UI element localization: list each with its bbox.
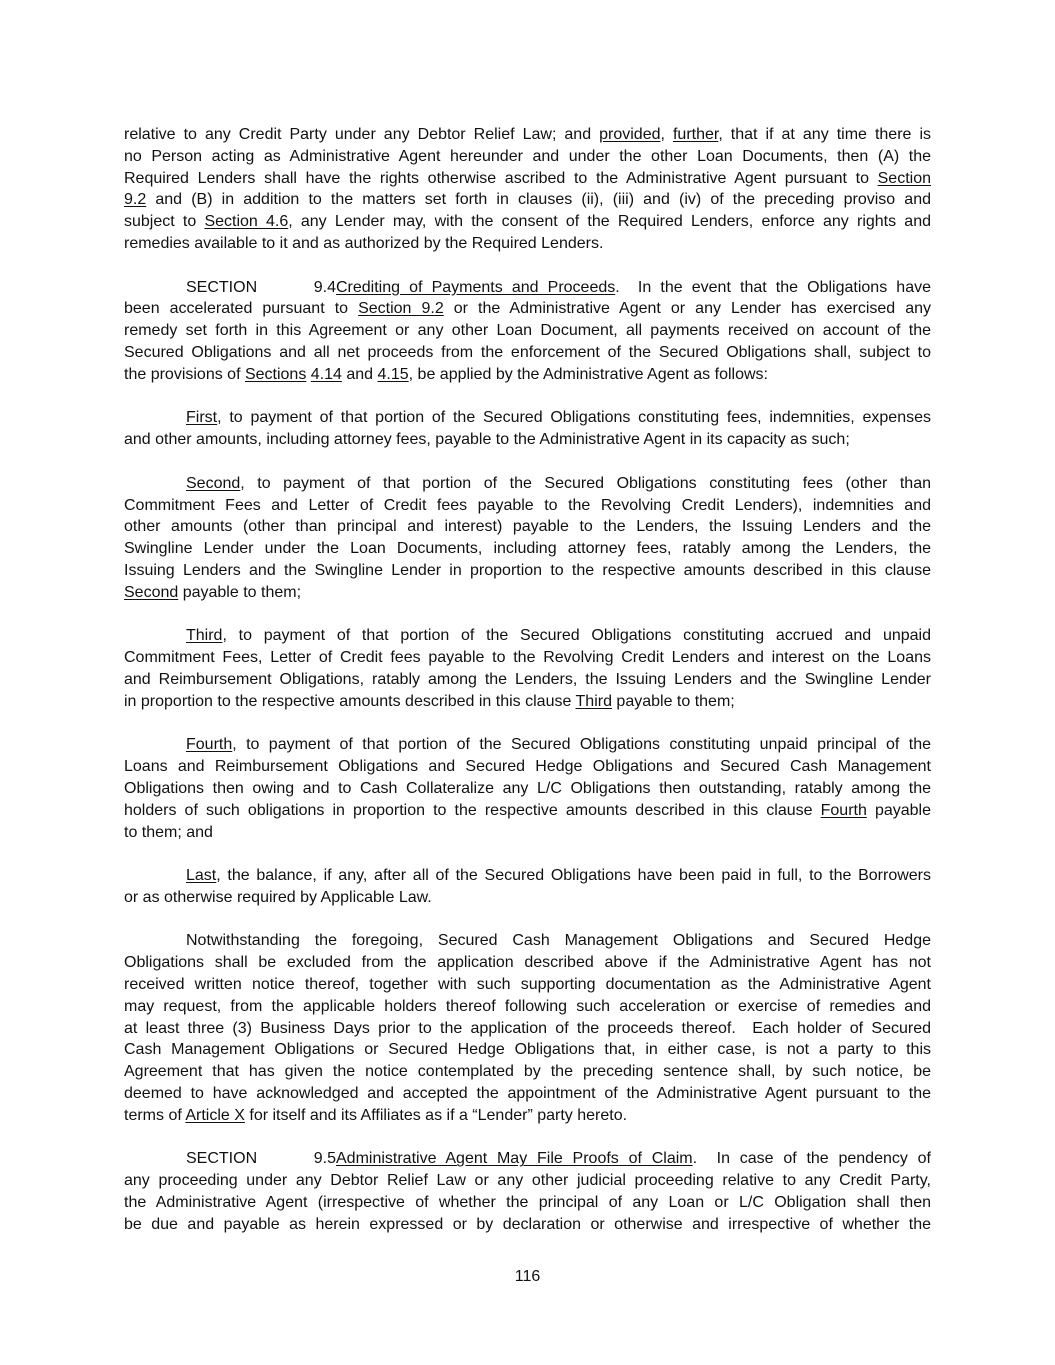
underlined-term: Fourth <box>186 736 233 754</box>
underlined-term: 4.15 <box>377 365 409 383</box>
text-line <box>124 168 931 190</box>
text-run: Swingline Lender under the Loan Documents, including attorney fees, ratably among the Lenders, the <box>124 540 931 558</box>
text-line <box>124 1039 931 1061</box>
underlined-term: Section 4.6 <box>204 213 289 231</box>
text-line <box>124 538 931 560</box>
text-line <box>124 342 931 364</box>
text-run: payable to them; <box>178 583 302 601</box>
text-line <box>124 691 931 713</box>
text-run: and other amounts, including attorney fees, payable to the Administrative Agent in its capacity as such; <box>124 431 850 449</box>
text-line <box>124 625 931 647</box>
text-run: deemed to have acknowledged and accepted the appointment of the Administrative Agent pursuant to the <box>124 1085 931 1103</box>
text-run: Required Lenders shall have the rights otherwise ascribed to the Administrative Agent pursuant to <box>124 169 878 187</box>
text-run: Obligations then owing and to Cash Collateralize any L/C Obligations then outstanding, ratably among the <box>124 779 931 797</box>
text-run: , be applied by the Administrative Agent as follows: <box>408 365 768 383</box>
text-run: , to payment of that portion of the Secured Obligations constituting fees (other than <box>240 474 931 492</box>
text-line <box>124 822 931 844</box>
text-line <box>124 1214 931 1236</box>
text-line <box>124 364 931 386</box>
section-number: SECTION 9.4 <box>186 278 336 296</box>
text-run: and (B) in addition to the matters set forth in clauses (ii), (iii) and (iv) of the preceding proviso and <box>146 191 931 209</box>
text-run: holders of such obligations in proportion to the respective amounts described in this clause <box>124 801 821 819</box>
text-line <box>124 189 931 211</box>
section-number: SECTION 9.5 <box>186 1150 336 1168</box>
underlined-term: Crediting of Payments and Proceeds <box>336 278 616 296</box>
paragraph <box>124 1148 931 1235</box>
page-number: 116 <box>514 1268 541 1285</box>
text-run: Commitment Fees, Letter of Credit fees payable to the Revolving Credit Lenders and interest on the Loans <box>124 649 931 667</box>
text-line <box>124 865 931 887</box>
text-run: Agreement that has given the notice contemplated by the preceding sentence shall, by such notice, be <box>124 1063 931 1081</box>
text-run: Commitment Fees and Letter of Credit fees payable to the Revolving Credit Lenders), indemnities and <box>124 496 931 514</box>
text-run: Notwithstanding the foregoing, Secured Cash Management Obligations and Secured Hedge <box>186 932 931 950</box>
text-line <box>124 560 931 582</box>
text-run: payable to them; <box>611 692 735 710</box>
text-run: to them; and <box>124 823 213 841</box>
text-line <box>124 996 931 1018</box>
text-run: the provisions of <box>124 365 245 383</box>
text-run: . In case of the pendency of <box>692 1150 932 1168</box>
paragraph <box>124 277 931 386</box>
text-line <box>124 1170 931 1192</box>
text-run: or the Administrative Agent or any Lender has exercised any <box>443 300 932 318</box>
text-line <box>124 1083 931 1105</box>
text-line <box>124 233 931 255</box>
paragraph <box>124 124 931 255</box>
text-run: , the balance, if any, after all of the Secured Obligations have been paid in full, to the Borrowers <box>216 867 931 885</box>
text-run: , to payment of that portion of the Secured Obligations constituting unpaid principal of the <box>232 736 931 754</box>
underlined-term: Fourth <box>820 801 867 819</box>
underlined-term: Last <box>186 867 217 885</box>
underlined-term: Sections <box>244 365 307 383</box>
text-run: no Person acting as Administrative Agent hereunder and under the other Loan Documents, then (A) the <box>124 147 931 165</box>
text-run: , to payment of that portion of the Secured Obligations constituting accrued and unpaid <box>222 627 931 645</box>
paragraph <box>124 407 931 451</box>
text-run: , <box>660 126 673 143</box>
underlined-term: Third <box>575 692 612 710</box>
text-line <box>124 429 931 451</box>
underlined-term: 9.2 <box>124 191 147 209</box>
text-run: Obligations shall be excluded from the application described above if the Administrative Agent has not <box>124 954 931 972</box>
text-run: terms of <box>124 1106 186 1124</box>
text-line <box>124 1061 931 1083</box>
text-line <box>124 952 931 974</box>
text-run: , that if at any time there is <box>718 126 932 143</box>
text-run: and <box>341 365 378 383</box>
text-run: Issuing Lenders and the Swingline Lender in proportion to the respective amounts described in this clause <box>124 561 931 579</box>
text-run: been accelerated pursuant to <box>124 300 359 318</box>
underlined-term: Section <box>877 169 931 187</box>
text-run: Cash Management Obligations or Secured Hedge Obligations that, in either case, is not a party to this <box>124 1041 931 1059</box>
text-line <box>124 407 931 429</box>
underlined-term: Administrative Agent May File Proofs of Claim <box>336 1150 693 1168</box>
document-body <box>124 124 931 1257</box>
paragraph <box>124 930 931 1126</box>
text-run: may request, from the applicable holders thereof following such acceleration or exercise of remedies and <box>124 997 931 1015</box>
text-run: , any Lender may, with the consent of the Required Lenders, enforce any rights and <box>288 213 932 231</box>
text-line <box>124 146 931 168</box>
text-line <box>124 320 931 342</box>
underlined-term: First <box>186 409 218 427</box>
text-line <box>124 298 931 320</box>
text-line <box>124 1148 931 1170</box>
text-line <box>124 778 931 800</box>
text-line <box>124 1018 931 1040</box>
text-run: Secured Obligations and all net proceeds from the enforcement of the Secured Obligations shall, subject to <box>124 343 931 361</box>
text-line <box>124 473 931 495</box>
text-run: for itself and its Affiliates as if a “Lender” party hereto. <box>244 1106 628 1124</box>
paragraph <box>124 734 931 843</box>
underlined-term: Section 9.2 <box>358 300 444 318</box>
text-run: remedy set forth in this Agreement or any other Loan Document, all payments received on account of the <box>124 322 931 340</box>
text-line <box>124 211 931 233</box>
text-line <box>124 124 931 146</box>
text-run: any proceeding under any Debtor Relief Law or any other judicial proceeding relative to any Credit Party, <box>124 1172 931 1190</box>
underlined-term: further <box>672 126 719 143</box>
text-line <box>124 756 931 778</box>
text-line <box>124 669 931 691</box>
text-run: at least three (3) Business Days prior to the application of the proceeds thereof. Each holder of Secured <box>124 1019 931 1037</box>
text-line <box>124 277 931 299</box>
text-line <box>124 582 931 604</box>
text-line <box>124 1105 931 1127</box>
text-run: . In the event that the Obligations have <box>615 278 932 296</box>
paragraph <box>124 625 931 712</box>
text-line <box>124 974 931 996</box>
text-run: and Reimbursement Obligations, ratably among the Lenders, the Issuing Lenders and the Swingline Lender <box>124 670 931 688</box>
underlined-term: Third <box>186 627 223 645</box>
text-run: payable <box>866 801 932 819</box>
text-run: in proportion to the respective amounts described in this clause <box>124 692 576 710</box>
text-line <box>124 800 931 822</box>
underlined-term: provided <box>599 126 661 143</box>
text-run: , to payment of that portion of the Secured Obligations constituting fees, indemnities, expenses <box>217 409 931 427</box>
text-run: the Administrative Agent (irrespective of whether the principal of any Loan or L/C Obligation shall then <box>124 1194 931 1212</box>
text-run: remedies available to it and as authorized by the Required Lenders. <box>124 234 604 252</box>
text-run: be due and payable as herein expressed or by declaration or otherwise and irrespective of whether the <box>124 1215 931 1233</box>
text-line <box>124 734 931 756</box>
text-line <box>124 647 931 669</box>
text-line <box>124 887 931 909</box>
text-run: other amounts (other than principal and interest) payable to the Lenders, the Issuing Lenders and the <box>124 518 931 536</box>
text-run: subject to <box>124 213 205 231</box>
text-run: received written notice thereof, together with such supporting documentation as the Administrative Agent <box>124 976 931 994</box>
text-line <box>124 930 931 952</box>
underlined-term: 4.14 <box>310 365 342 383</box>
paragraph <box>124 865 931 909</box>
text-line <box>124 516 931 538</box>
text-run: Loans and Reimbursement Obligations and Secured Hedge Obligations and Secured Cash Management <box>124 758 931 776</box>
text-run: relative to any Credit Party under any Debtor Relief Law; and <box>124 126 600 143</box>
paragraph <box>124 473 931 604</box>
text-line <box>124 1192 931 1214</box>
underlined-term: Second <box>186 474 241 492</box>
underlined-term: Article X <box>185 1106 245 1124</box>
text-line <box>124 495 931 517</box>
underlined-term: Second <box>124 583 179 601</box>
text-run: or as otherwise required by Applicable Law. <box>124 888 432 906</box>
